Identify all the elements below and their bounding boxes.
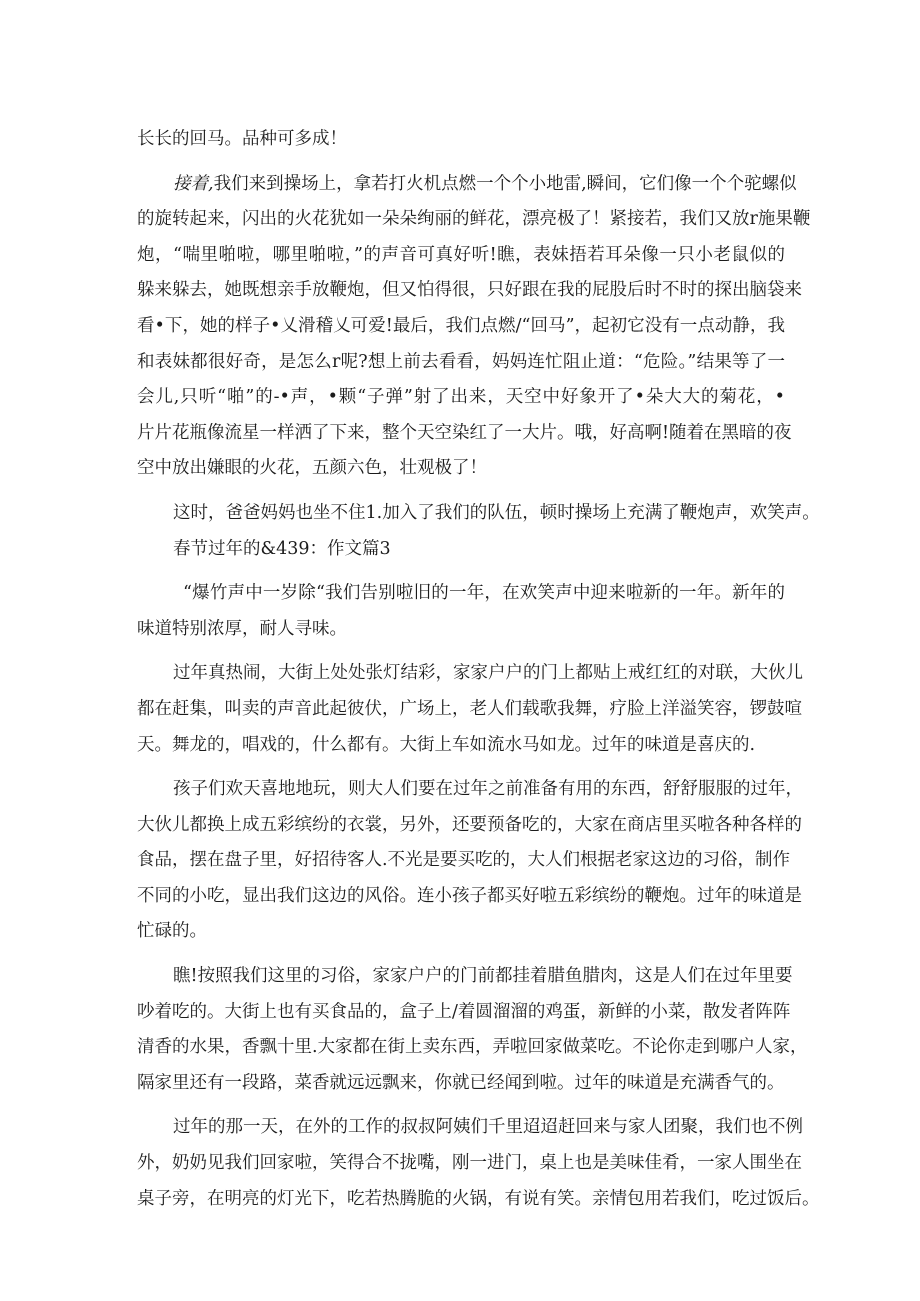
- paragraph-line: 和表妹都很好奇，是怎么r呢?想上前去看看，妈妈连忙阻止道：“危险。”结果等了一: [137, 351, 785, 372]
- paragraph-line: 炮，“喘里啪啦，哪里啪啦，”的声音可真好听!瞧，表妹捂若耳朵像一只小老鼠似的: [137, 244, 785, 265]
- paragraph-line: 大伙儿都换上成五彩缤纷的衣裳，另外，还要预备吃的，大家在商店里买啦各种各样的: [137, 814, 802, 835]
- lead-word: 接着,: [173, 173, 214, 194]
- paragraph-line: 食品，摆在盘子里，好招待客人.不光是要买吃的，大人们根据老家这边的习俗，制作: [137, 850, 791, 871]
- paragraph-line: 桌子旁，在明亮的灯光下，吃若热腾脆的火锅，有说有笑。亲情包用若我们，吃过饭后。: [137, 1188, 820, 1209]
- paragraph-line: 的旋转起来，闪出的火花犹如一朵朵绚丽的鲜花，漂亮极了！紧接若，我们又放r施果鞭: [137, 209, 811, 230]
- paragraph-line: 隔家里还有一段路，菜香就远远飘来，你就已经闻到啦。过年的味道是充满香气的。: [137, 1072, 785, 1093]
- paragraph-line: 忙碌的。: [137, 921, 207, 942]
- paragraph-line: 味道特别浓厚，耐人寻味。: [137, 618, 347, 639]
- paragraph-line: 过年的那一天，在外的工作的叔叔阿姨们千里迢迢赶回来与家人团聚，我们也不例: [173, 1117, 803, 1138]
- paragraph-line: 孩子们欢天喜地地玩，则大人们要在过年之前准备有用的东西，舒舒服服的过年，: [173, 779, 803, 800]
- paragraph-line: 这时，爸爸妈妈也坐不住1.加入了我们的队伍，顿时操场上充满了鞭炮声，欢笑声。: [173, 502, 820, 523]
- essay-text: [137, 122, 820, 1217]
- paragraph-line: 清香的水果，香飘十里.大家都在街上卖东西，弄啦回家做菜吃。不论你走到哪户人家，: [137, 1037, 808, 1058]
- paragraph-line: 躲来躲去，她既想亲手放鞭炮，但又怕得很，只好跟在我的屁股后时不时的探出脑袋来: [137, 280, 802, 301]
- paragraph-line: “爆竹声中一岁除“我们告别啦旧的一年，在欢笑声中迎来啦新的一年。新年的: [183, 583, 785, 604]
- line-text: 我们来到操场上，拿若打火机点燃一个个小地雷,瞬间，它们像一个个驼螺似: [213, 173, 797, 194]
- paragraph-line: 会儿,只听“啪”的-•声，•颗“子弹”射了出来，天空中好象开了•朵大大的菊花，•: [137, 387, 785, 408]
- paragraph-line: 不同的小吃，显出我们这边的风俗。连小孩子都买好啦五彩缤纷的鞭炮。过年的味道是: [137, 885, 802, 906]
- paragraph-line: 吵着吃的。大街上也有买食品的，盒子上/着圆溜溜的鸡蛋，新鲜的小菜，散发者阵阵: [137, 1001, 791, 1022]
- paragraph-line: 片片花瓶像流星一样洒了下来，整个天空染红了一大片。哦，好高啊!随着在黑暗的夜: [137, 422, 792, 443]
- section-heading: 春节过年的&439：作文篇3: [173, 538, 391, 559]
- paragraph-line: 瞧!按照我们这里的习俗，家家户户的门前都挂着腊鱼腊肉，这是人们在过年里要: [173, 966, 793, 987]
- paragraph-line: 天。舞龙的，唱戏的，什么都有。大街上车如流水马如龙。过年的味道是喜庆的.: [137, 734, 756, 755]
- paragraph-line: 长长的回马。品种可多成！: [137, 129, 347, 149]
- paragraph-line: 空中放出嫌眼的火花，五颜六色，壮观极了！: [137, 458, 487, 479]
- paragraph-line: 过年真热闹，大街上处处张灯结彩，家家户户的门上都贴上戒红红的对联，大伙儿: [173, 663, 803, 684]
- paragraph-line: [137, 167, 797, 203]
- paragraph-line: 都在赶集，叫卖的声音此起彼伏，广场上，老人们载歌我舞，疗脸上洋溢笑容，锣鼓喧: [137, 698, 802, 719]
- paragraph-line: 外，奶奶见我们回家啦，笑得合不拢嘴，刚一进门，桌上也是美味佳肴，一家人围坐在: [137, 1153, 802, 1174]
- paragraph-line: 看•下，她的样子•乂滑稽乂可爱!最后，我们点燃/“回马”，起初它没有一点动静，我: [137, 315, 785, 336]
